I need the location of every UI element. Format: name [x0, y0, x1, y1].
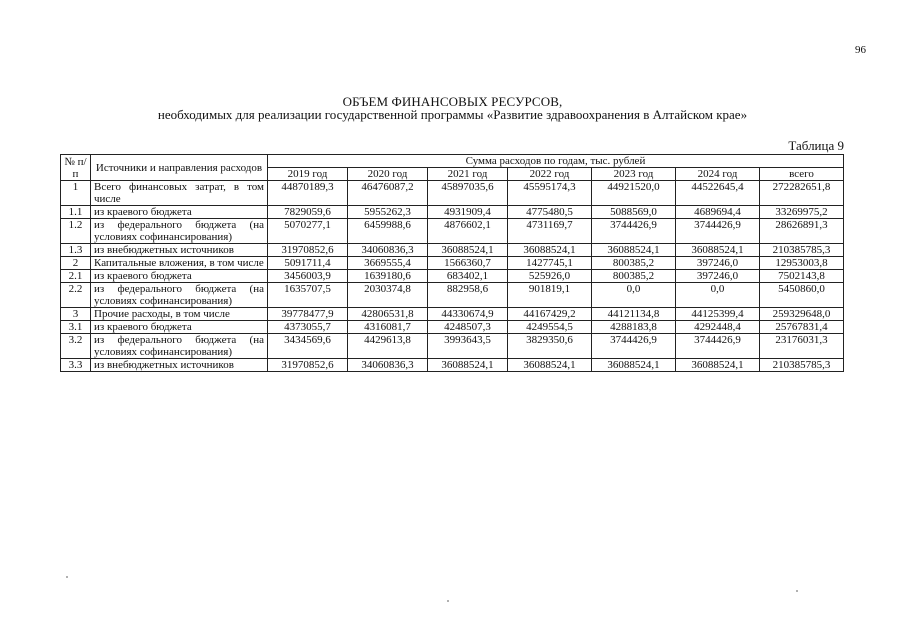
row-year-value: 2030374,8 — [348, 283, 428, 308]
row-year-value: 1566360,7 — [428, 257, 508, 270]
scan-speck — [796, 590, 798, 592]
header-year-2022: 2022 год — [508, 168, 592, 181]
row-year-value: 4288183,8 — [592, 321, 676, 334]
row-year-value: 6459988,6 — [348, 219, 428, 244]
row-number: 2.2 — [61, 283, 91, 308]
table-row — [61, 270, 844, 283]
row-number: 3.2 — [61, 334, 91, 359]
header-num: № п/п — [61, 155, 91, 181]
row-year-value: 44522645,4 — [676, 181, 760, 206]
row-total-value: 272282651,8 — [760, 181, 844, 206]
row-year-value: 34060836,3 — [348, 244, 428, 257]
row-year-value: 44121134,8 — [592, 308, 676, 321]
row-year-value: 34060836,3 — [348, 359, 428, 372]
row-source: Прочие расходы, в том числе — [91, 308, 268, 321]
row-year-value: 882958,6 — [428, 283, 508, 308]
row-year-value: 3829350,6 — [508, 334, 592, 359]
row-year-value: 3744426,9 — [676, 219, 760, 244]
row-source: Капитальные вложения, в том числе — [91, 257, 268, 270]
table-row — [61, 321, 844, 334]
row-source: из краевого бюджета — [91, 206, 268, 219]
row-year-value: 4292448,4 — [676, 321, 760, 334]
row-year-value: 3744426,9 — [592, 334, 676, 359]
row-year-value: 5091711,4 — [268, 257, 348, 270]
row-year-value: 800385,2 — [592, 270, 676, 283]
header-total: всего — [760, 168, 844, 181]
table-row — [61, 308, 844, 321]
table-label: Таблица 9 — [788, 138, 844, 153]
header-year-2023: 2023 год — [592, 168, 676, 181]
row-year-value: 3669555,4 — [348, 257, 428, 270]
table-row — [61, 359, 844, 372]
row-total-value: 33269975,2 — [760, 206, 844, 219]
row-source: из федерального бюджета (на условиях софинансирования) — [91, 334, 268, 359]
row-number: 3 — [61, 308, 91, 321]
row-year-value: 4876602,1 — [428, 219, 508, 244]
row-year-value: 31970852,6 — [268, 244, 348, 257]
header-source: Источники и направления расходов — [91, 155, 268, 181]
row-year-value: 7829059,6 — [268, 206, 348, 219]
row-year-value: 3744426,9 — [592, 219, 676, 244]
row-year-value: 36088524,1 — [592, 359, 676, 372]
row-year-value: 4429613,8 — [348, 334, 428, 359]
row-number: 3.3 — [61, 359, 91, 372]
row-total-value: 5450860,0 — [760, 283, 844, 308]
table-row — [61, 219, 844, 244]
row-source: из внебюджетных источников — [91, 244, 268, 257]
row-year-value: 39778477,9 — [268, 308, 348, 321]
row-year-value: 4248507,3 — [428, 321, 508, 334]
row-total-value: 23176031,3 — [760, 334, 844, 359]
table-row — [61, 206, 844, 219]
row-source: из федерального бюджета (на условиях софинансирования) — [91, 219, 268, 244]
row-year-value: 36088524,1 — [508, 244, 592, 257]
row-total-value: 12953003,8 — [760, 257, 844, 270]
row-year-value: 3993643,5 — [428, 334, 508, 359]
row-year-value: 5070277,1 — [268, 219, 348, 244]
table-row — [61, 257, 844, 270]
row-year-value: 4249554,5 — [508, 321, 592, 334]
header-row-1 — [61, 155, 844, 168]
row-year-value: 0,0 — [592, 283, 676, 308]
row-source: Всего финансовых затрат, в том числе — [91, 181, 268, 206]
row-year-value: 5955262,3 — [348, 206, 428, 219]
row-year-value: 44167429,2 — [508, 308, 592, 321]
row-year-value: 44870189,3 — [268, 181, 348, 206]
row-source: из краевого бюджета — [91, 270, 268, 283]
header-year-2019: 2019 год — [268, 168, 348, 181]
row-year-value: 397246,0 — [676, 270, 760, 283]
row-year-value: 3456003,9 — [268, 270, 348, 283]
page-number: 96 — [855, 44, 866, 56]
row-year-value: 36088524,1 — [508, 359, 592, 372]
row-year-value: 36088524,1 — [592, 244, 676, 257]
row-year-value: 683402,1 — [428, 270, 508, 283]
row-year-value: 36088524,1 — [428, 244, 508, 257]
row-total-value: 7502143,8 — [760, 270, 844, 283]
row-year-value: 3434569,6 — [268, 334, 348, 359]
row-year-value: 1427745,1 — [508, 257, 592, 270]
row-year-value: 901819,1 — [508, 283, 592, 308]
row-source: из внебюджетных источников — [91, 359, 268, 372]
row-total-value: 259329648,0 — [760, 308, 844, 321]
scan-speck — [447, 600, 449, 602]
row-total-value: 210385785,3 — [760, 359, 844, 372]
row-number: 1.3 — [61, 244, 91, 257]
row-number: 2.1 — [61, 270, 91, 283]
row-year-value: 4373055,7 — [268, 321, 348, 334]
row-source: из краевого бюджета — [91, 321, 268, 334]
row-year-value: 42806531,8 — [348, 308, 428, 321]
row-year-value: 4931909,4 — [428, 206, 508, 219]
row-year-value: 36088524,1 — [428, 359, 508, 372]
header-sum-group: Сумма расходов по годам, тыс. рублей — [268, 155, 844, 168]
row-number: 3.1 — [61, 321, 91, 334]
row-year-value: 3744426,9 — [676, 334, 760, 359]
row-year-value: 36088524,1 — [676, 244, 760, 257]
row-year-value: 31970852,6 — [268, 359, 348, 372]
scan-speck — [66, 576, 68, 578]
row-source: из федерального бюджета (на условиях софинансирования) — [91, 283, 268, 308]
row-number: 1.1 — [61, 206, 91, 219]
row-year-value: 4731169,7 — [508, 219, 592, 244]
row-year-value: 525926,0 — [508, 270, 592, 283]
row-total-value: 28626891,3 — [760, 219, 844, 244]
row-year-value: 4689694,4 — [676, 206, 760, 219]
row-number: 1 — [61, 181, 91, 206]
row-year-value: 44125399,4 — [676, 308, 760, 321]
financial-resources-table — [60, 154, 844, 372]
table-row — [61, 244, 844, 257]
document-title: ОБЪЕМ ФИНАНСОВЫХ РЕСУРСОВ, — [342, 94, 563, 109]
document-subtitle: необходимых для реализации государственной программы «Развитие здравоохранения в Алтайском крае» — [157, 107, 748, 122]
row-year-value: 4775480,5 — [508, 206, 592, 219]
row-total-value: 25767831,4 — [760, 321, 844, 334]
row-year-value: 44921520,0 — [592, 181, 676, 206]
table-row — [61, 181, 844, 206]
row-year-value: 36088524,1 — [676, 359, 760, 372]
row-year-value: 1635707,5 — [268, 283, 348, 308]
table-row — [61, 334, 844, 359]
header-year-2024: 2024 год — [676, 168, 760, 181]
row-year-value: 4316081,7 — [348, 321, 428, 334]
row-number: 1.2 — [61, 219, 91, 244]
row-year-value: 45897035,6 — [428, 181, 508, 206]
row-number: 2 — [61, 257, 91, 270]
row-year-value: 1639180,6 — [348, 270, 428, 283]
row-year-value: 45595174,3 — [508, 181, 592, 206]
row-year-value: 46476087,2 — [348, 181, 428, 206]
row-total-value: 210385785,3 — [760, 244, 844, 257]
row-year-value: 800385,2 — [592, 257, 676, 270]
header-year-2020: 2020 год — [348, 168, 428, 181]
row-year-value: 0,0 — [676, 283, 760, 308]
header-year-2021: 2021 год — [428, 168, 508, 181]
row-year-value: 5088569,0 — [592, 206, 676, 219]
row-year-value: 44330674,9 — [428, 308, 508, 321]
table-row — [61, 283, 844, 308]
row-year-value: 397246,0 — [676, 257, 760, 270]
